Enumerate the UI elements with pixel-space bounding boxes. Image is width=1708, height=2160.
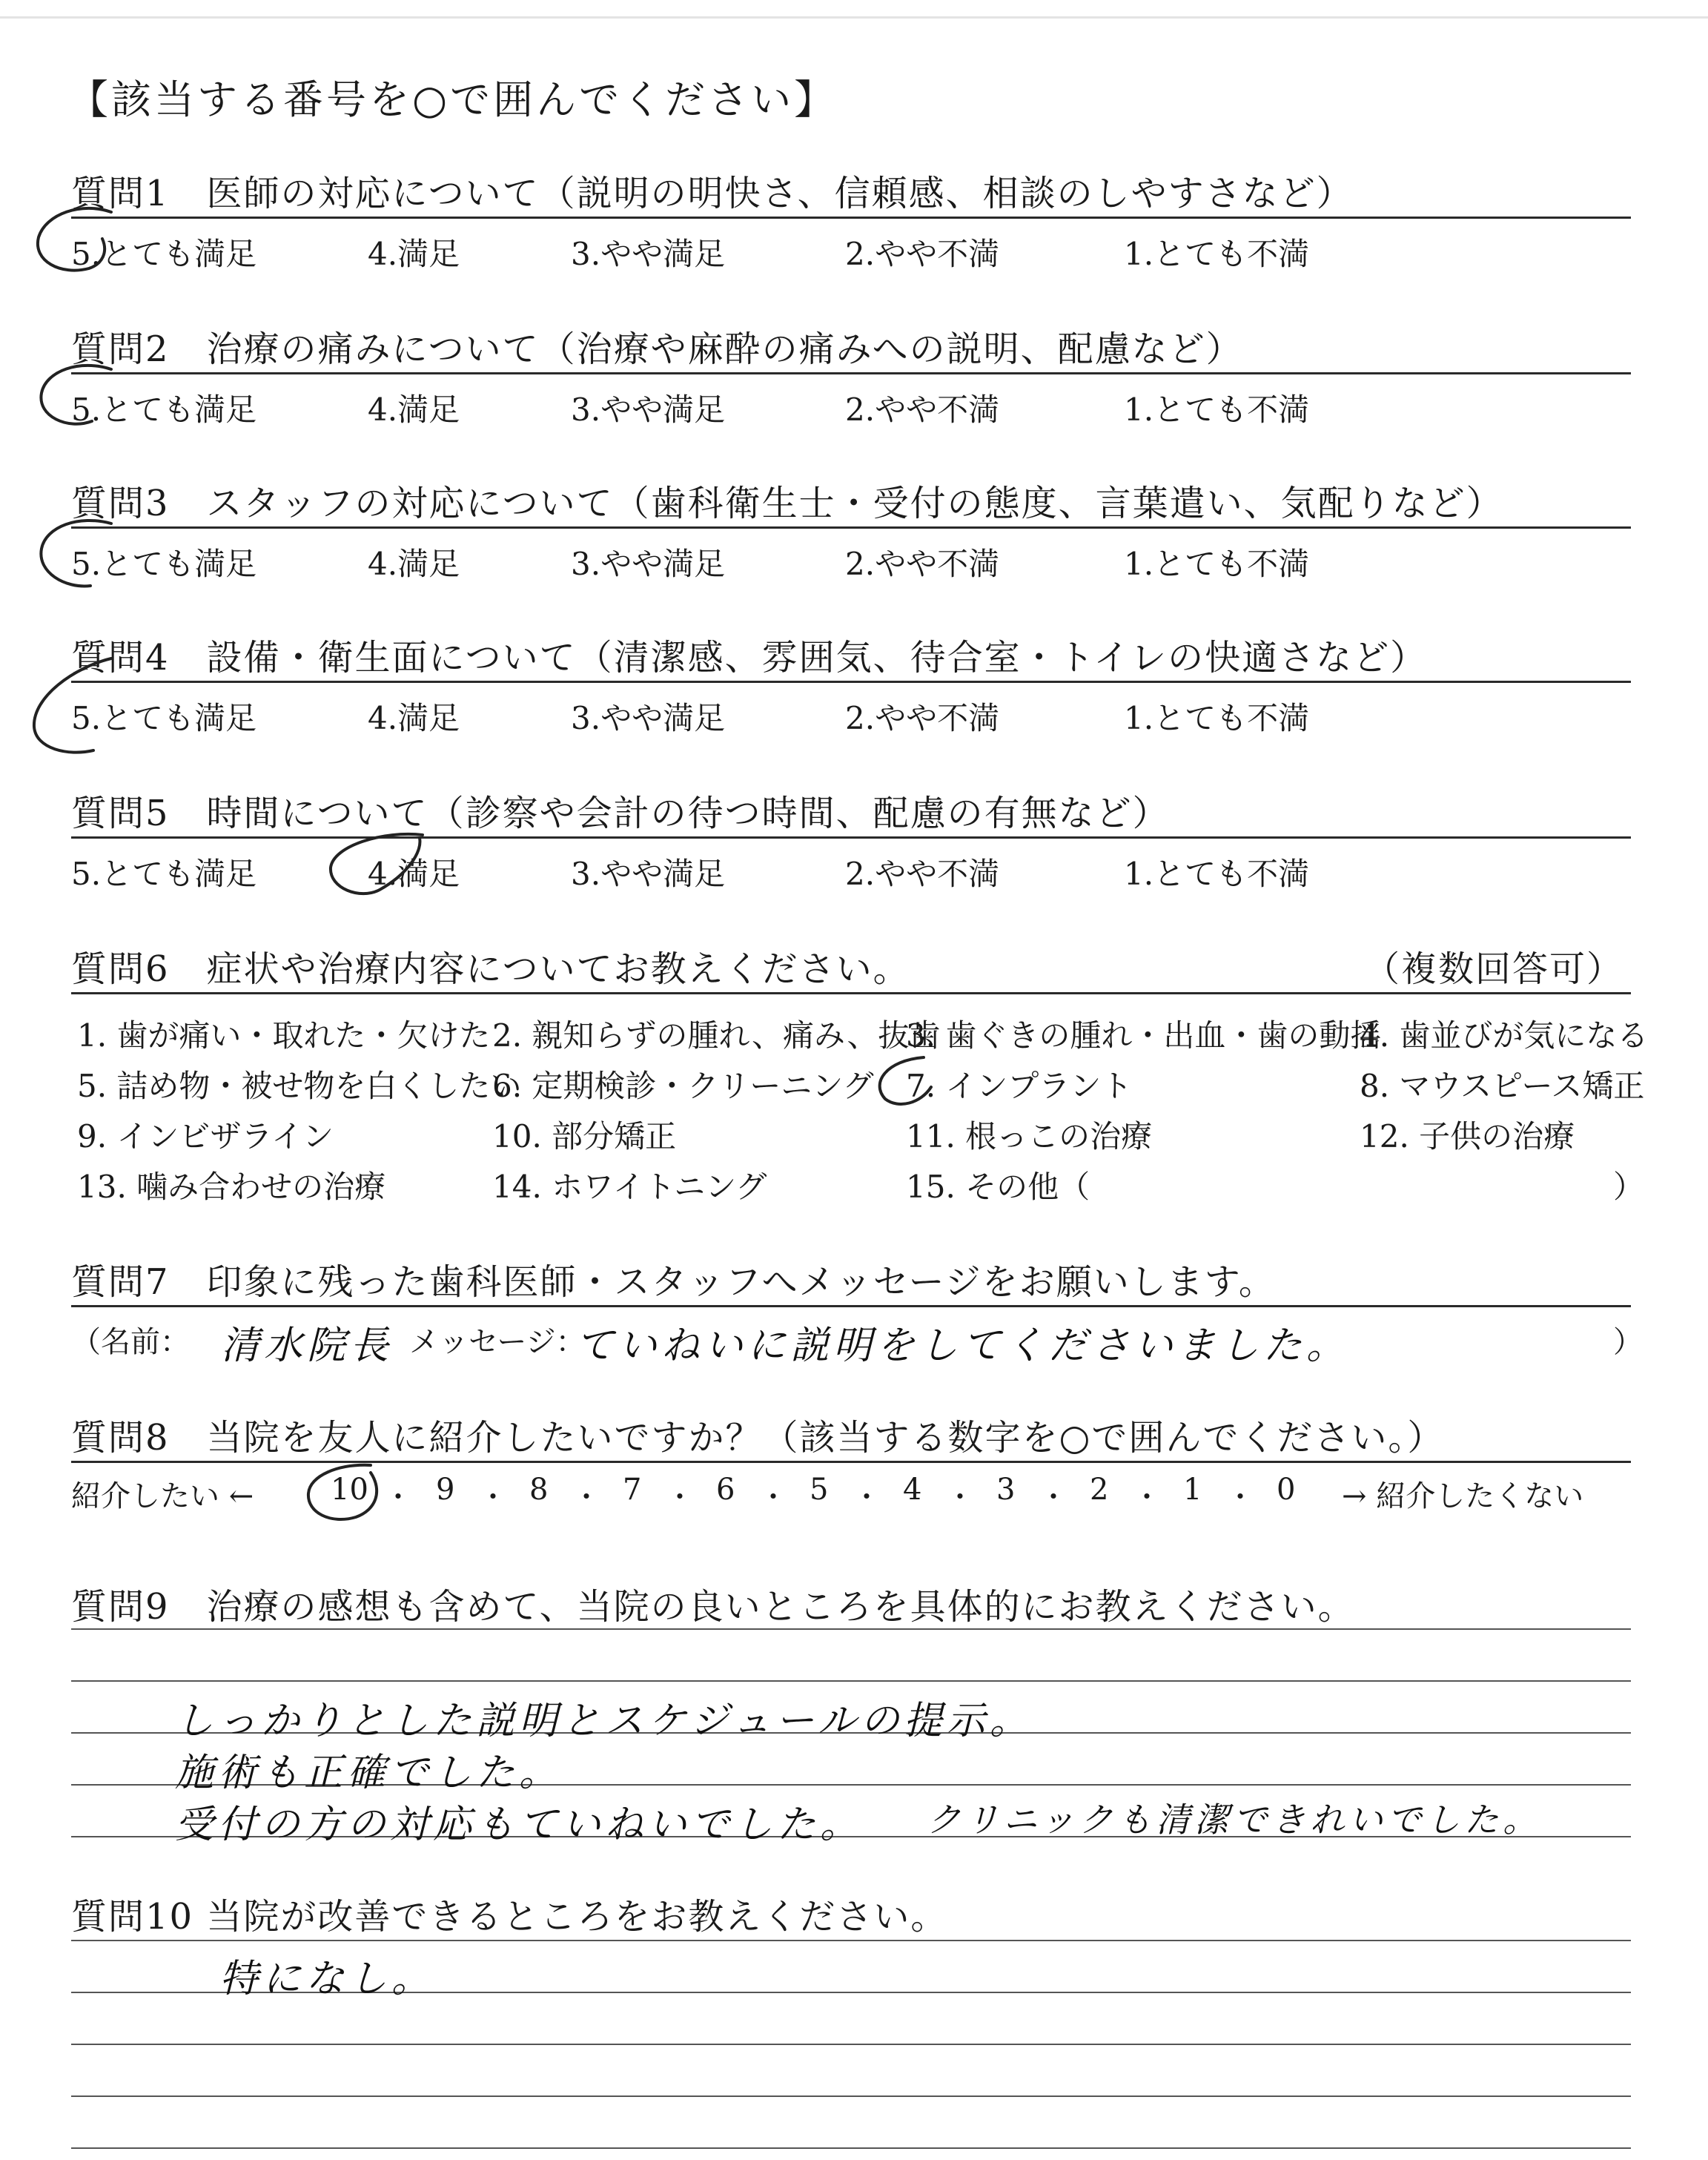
page-heading: 【該当する番号を○で囲んでください】 [68, 76, 838, 123]
q8-separator: ・ [1133, 1481, 1162, 1513]
q2-option-4[interactable]: 4.満足 [368, 392, 460, 428]
q7-close-paren: ） [1613, 1325, 1643, 1359]
q3-option-3[interactable]: 3.やや満足 [571, 546, 726, 582]
q3-option-2[interactable]: 2.やや不満 [845, 546, 1000, 582]
q4-option-4[interactable]: 4.満足 [368, 700, 460, 736]
q1-option-2[interactable]: 2.やや不満 [845, 236, 1000, 272]
q8-scale-8[interactable]: 8 [529, 1473, 549, 1507]
q7-name-label: （名前： [71, 1325, 190, 1359]
q6-option-5[interactable]: 5. 詰め物・被せ物を白くしたい [77, 1068, 522, 1104]
q6-option-3[interactable]: 3. 歯ぐきの腫れ・出血・歯の動揺 [906, 1017, 1382, 1054]
q4-option-1[interactable]: 1.とても不満 [1124, 700, 1310, 736]
q7-name-handwritten[interactable]: 清水院長 [221, 1324, 394, 1368]
q1-option-3[interactable]: 3.やや満足 [571, 236, 726, 272]
q6-option-9[interactable]: 9. インビザライン [77, 1118, 334, 1155]
q8-separator: ・ [1039, 1481, 1068, 1513]
q9-handwritten-line-3[interactable]: 受付の方の対応もていねいでした。 [175, 1803, 864, 1847]
q1-option-5[interactable]: 5.とても満足 [71, 236, 257, 272]
q7-message-handwritten[interactable]: ていねいに説明をしてくださいました。 [575, 1324, 1350, 1368]
q2-option-5[interactable]: 5.とても満足 [71, 392, 257, 428]
question-9-title: 質問9 治療の感想も含めて、当院の良いところを具体的にお教えください。 [71, 1586, 1355, 1628]
q8-separator: ・ [1226, 1481, 1255, 1513]
q6-option-2[interactable]: 2. 親知らずの腫れ、痛み、抜歯 [492, 1017, 941, 1054]
question-6-title: 質問6 症状や治療内容についてお教えください。 [71, 948, 910, 990]
q8-scale-4[interactable]: 4 [903, 1473, 922, 1507]
q6-option-4[interactable]: 4. 歯並びが気になる [1360, 1017, 1649, 1054]
q8-separator: ・ [853, 1481, 881, 1513]
q6-option-12[interactable]: 12. 子供の治療 [1360, 1118, 1575, 1155]
question-5-title: 質問5 時間について（診察や会計の待つ時間、配慮の有無など） [71, 793, 1170, 834]
q6-option-6[interactable]: 6. 定期検診・クリーニング [492, 1068, 874, 1104]
q6-option-8[interactable]: 8. マウスピース矯正 [1360, 1068, 1645, 1104]
q5-option-1[interactable]: 1.とても不満 [1124, 856, 1310, 892]
q2-option-3[interactable]: 3.やや満足 [571, 392, 726, 428]
q8-scale-7[interactable]: 7 [623, 1473, 642, 1507]
q4-option-3[interactable]: 3.やや満足 [571, 700, 726, 736]
q2-option-1[interactable]: 1.とても不満 [1124, 392, 1310, 428]
q9-handwritten-line-1[interactable]: しっかりとした説明とスケジュールの提示。 [175, 1699, 1033, 1743]
q1-option-1[interactable]: 1.とても不満 [1124, 236, 1310, 272]
q8-scale-6[interactable]: 6 [716, 1473, 735, 1507]
question-3-title: 質問3 スタッフの対応について（歯科衛生士・受付の態度、言葉遣い、気配りなど） [71, 483, 1503, 524]
q3-selection-circle [41, 521, 111, 586]
q6-option-11[interactable]: 11. 根っこの治療 [906, 1118, 1153, 1155]
q6-option-7[interactable]: 7. インプラント [906, 1068, 1133, 1104]
q5-option-3[interactable]: 3.やや満足 [571, 856, 726, 892]
q8-separator: ・ [384, 1481, 413, 1513]
q8-scale-0[interactable]: 0 [1277, 1473, 1296, 1507]
q8-scale-3[interactable]: 3 [996, 1473, 1016, 1507]
q8-left-label: 紹介したい ← [71, 1479, 254, 1513]
q7-message-label: メッセージ： [409, 1325, 586, 1359]
q8-separator: ・ [666, 1481, 695, 1513]
q6-option-1[interactable]: 1. 歯が痛い・取れた・欠けた [77, 1017, 491, 1054]
q3-option-5[interactable]: 5.とても満足 [71, 546, 257, 582]
q5-option-2[interactable]: 2.やや不満 [845, 856, 1000, 892]
q9-handwritten-line-4[interactable]: クリニックも清潔できれいでした。 [927, 1800, 1542, 1840]
question-6-note: （複数回答可） [1364, 948, 1624, 990]
q8-scale-1[interactable]: 1 [1183, 1473, 1202, 1507]
question-4-title: 質問4 設備・衛生面について（清潔感、雰囲気、待合室・トイレの快適さなど） [71, 637, 1428, 678]
q8-scale-5[interactable]: 5 [810, 1473, 829, 1507]
q4-option-2[interactable]: 2.やや不満 [845, 700, 1000, 736]
q8-right-label: → 紹介したくない [1342, 1479, 1584, 1513]
question-8-title: 質問8 当院を友人に紹介したいですか？（該当する数字を○で囲んでください。） [71, 1417, 1445, 1459]
q8-scale-9[interactable]: 9 [436, 1473, 455, 1507]
q6-option-13[interactable]: 13. 噛み合わせの治療 [77, 1169, 386, 1205]
q5-selection-circle [331, 834, 423, 894]
q8-scale-10[interactable]: 10 [331, 1473, 368, 1507]
q8-separator: ・ [479, 1481, 508, 1513]
question-10-title: 質問10 当院が改善できるところをお教えください。 [71, 1896, 948, 1938]
q2-option-2[interactable]: 2.やや不満 [845, 392, 1000, 428]
q5-option-4[interactable]: 4.満足 [368, 856, 460, 892]
q6-option-14[interactable]: 14. ホワイトニング [492, 1169, 767, 1205]
question-1-title: 質問1 医師の対応について（説明の明快さ、信頼感、相談のしやすさなど） [71, 173, 1354, 214]
q8-scale-2[interactable]: 2 [1090, 1473, 1109, 1507]
q1-option-4[interactable]: 4.満足 [368, 236, 460, 272]
q10-handwritten-answer[interactable]: 特になし。 [219, 1957, 435, 2001]
q6-option-15[interactable]: 15. その他（ [906, 1169, 1090, 1205]
q8-separator: ・ [946, 1481, 975, 1513]
q3-option-1[interactable]: 1.とても不満 [1124, 546, 1310, 582]
q6-option-15-close: ） [1613, 1169, 1645, 1205]
q9-handwritten-line-2[interactable]: 施術も正確でした。 [175, 1751, 563, 1795]
q3-option-4[interactable]: 4.満足 [368, 546, 460, 582]
q8-selection-circle [308, 1465, 377, 1519]
question-7-title: 質問7 印象に残った歯科医師・スタッフへメッセージをお願いします。 [71, 1261, 1276, 1303]
q1-selection-circle [38, 208, 111, 271]
q4-option-5[interactable]: 5.とても満足 [71, 700, 257, 736]
q6-option-10[interactable]: 10. 部分矯正 [492, 1118, 677, 1155]
q8-separator: ・ [572, 1481, 601, 1513]
q6-selection-circle [880, 1057, 931, 1104]
q4-selection-circle [34, 658, 111, 753]
q2-selection-circle [41, 366, 111, 424]
question-2-title: 質問2 治療の痛みについて（治療や麻酔の痛みへの説明、配慮など） [71, 328, 1243, 370]
q8-separator: ・ [759, 1481, 788, 1513]
q5-option-5[interactable]: 5.とても満足 [71, 856, 257, 892]
